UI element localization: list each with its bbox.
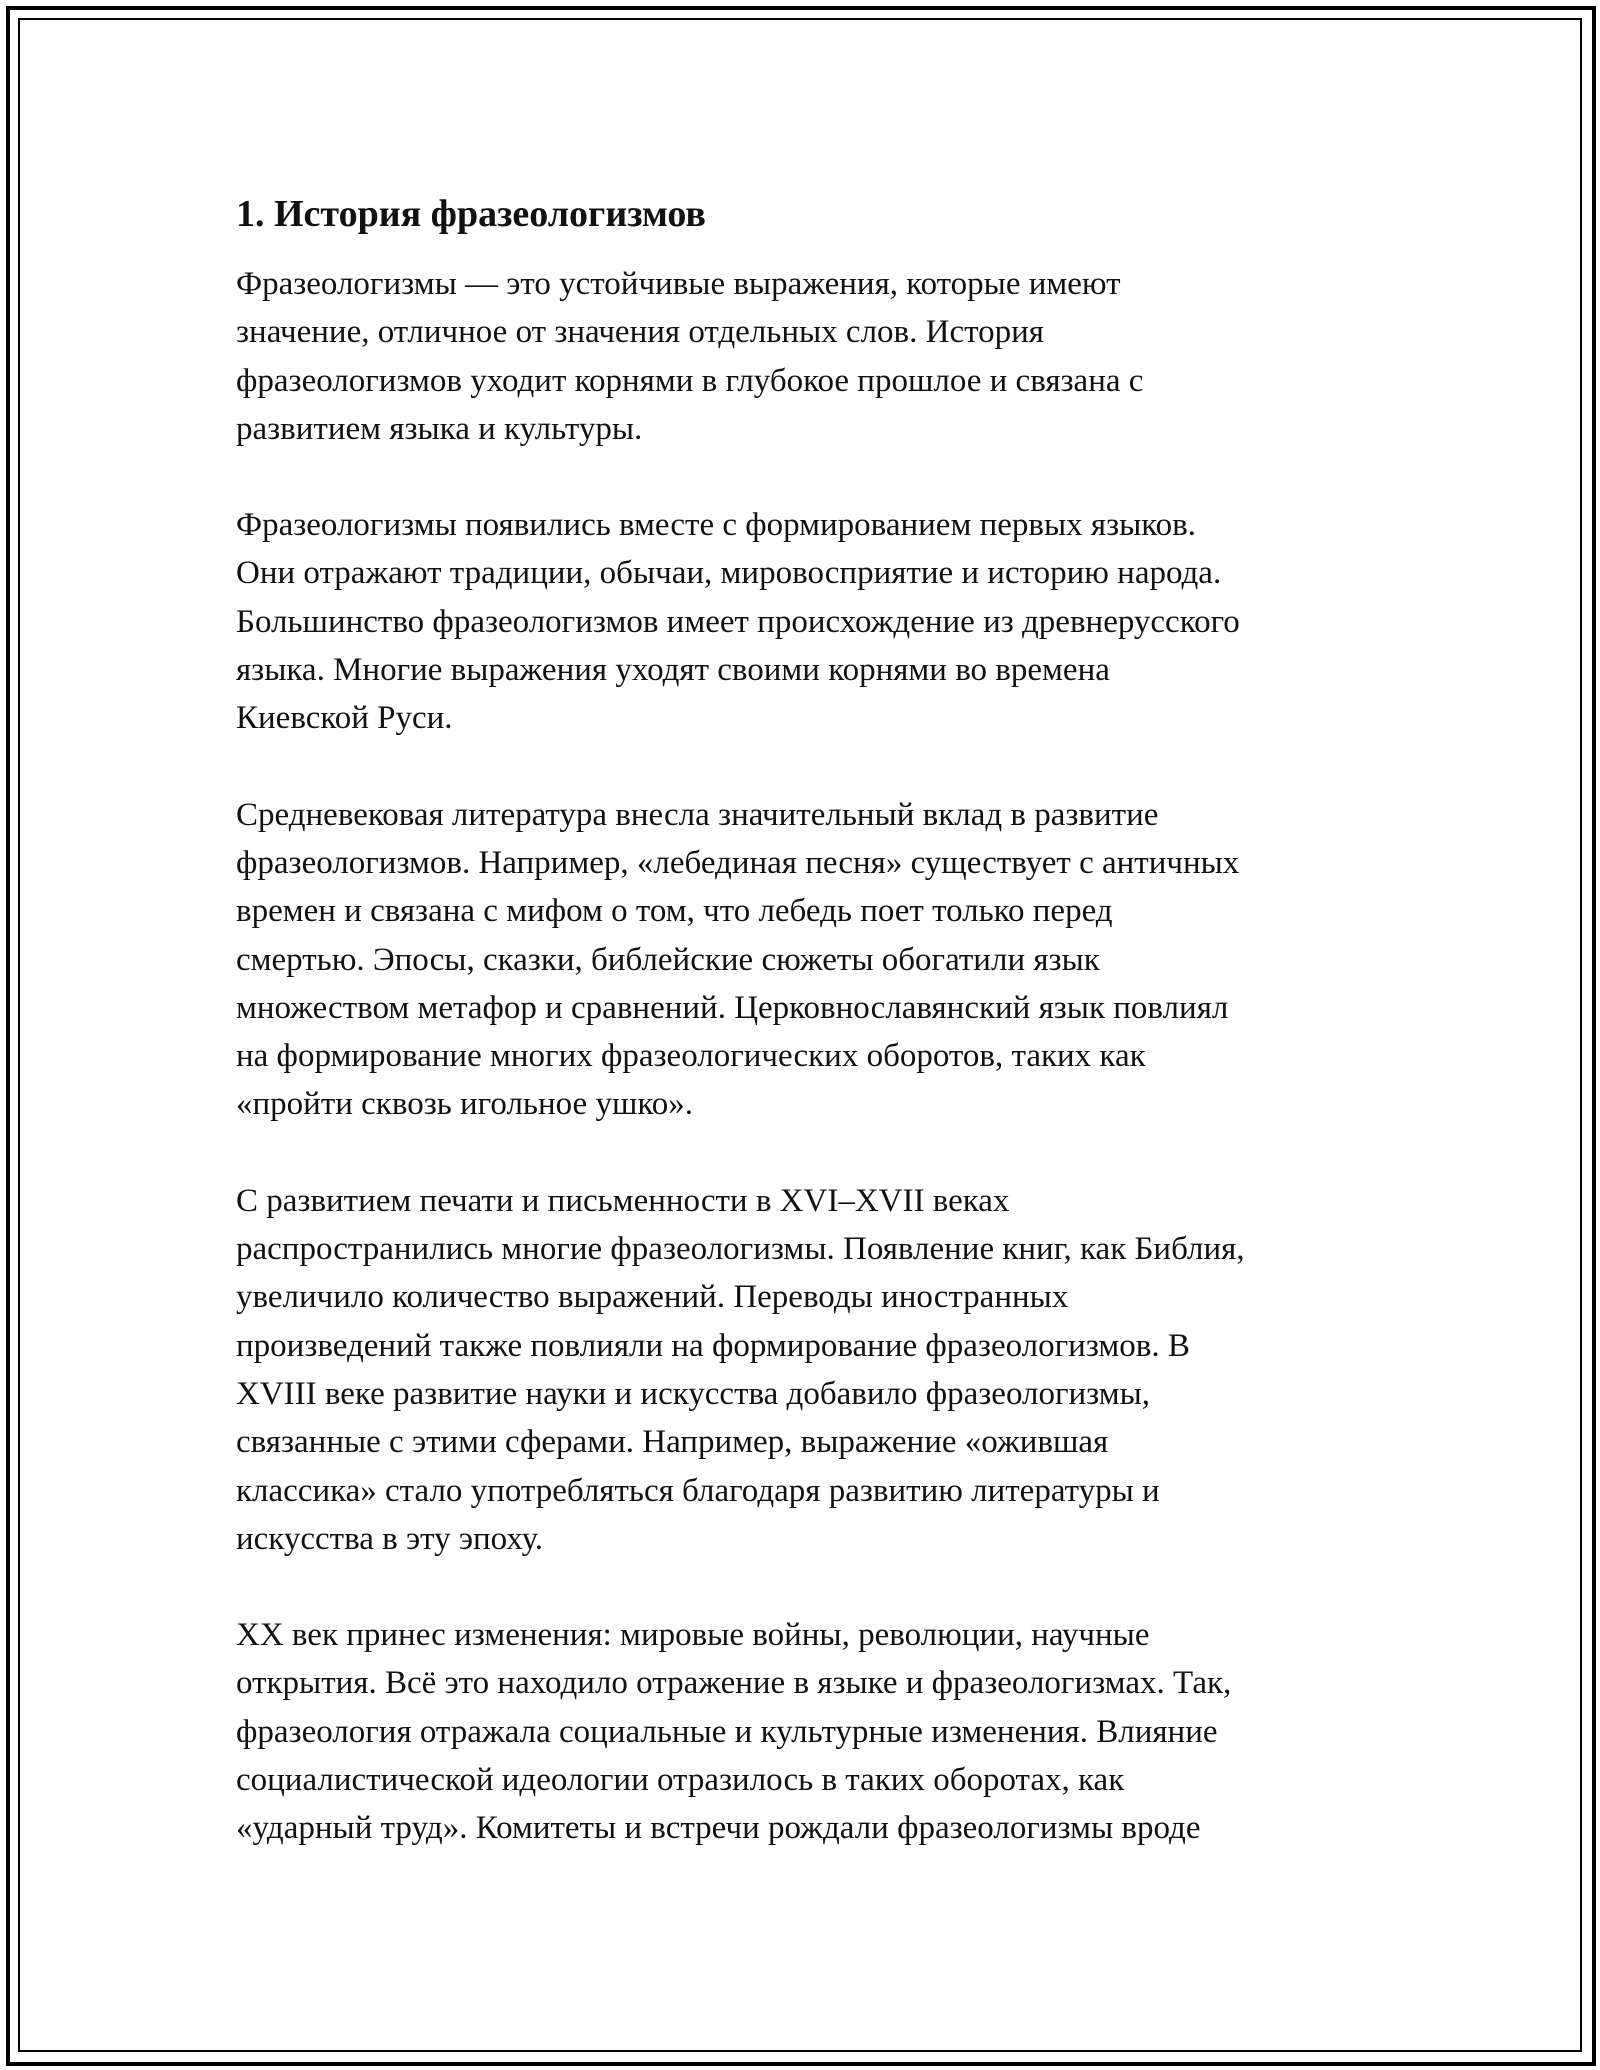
section-heading: 1. История фразеологизмов [236, 193, 706, 235]
document-body [236, 186, 1376, 1901]
paragraph-1: Фразеологизмы — это устойчивые выражения, которые имеют значение, отличное от значения отдельных слов. История фразеологизмов уходит корнями в глубокое прошлое и связана с развитием языка и культуры. [236, 266, 1144, 447]
paragraph-5: XX век принес изменения: мировые войны, революции, научные открытия. Всё это находило отражение в языке и фразеологизмах. Так, фразеология отражала социальные и культурные изменения. Влияние социалистической идеологии отразилось в таких оборотах, как «ударный труд». Комитеты и встречи рождали фразеологизмы вроде [236, 1617, 1232, 1847]
paragraph-2: Фразеологизмы появились вместе с формированием первых языков. Они отражают традиции, обычаи, мировосприятие и историю народа. Большинство фразеологизмов имеет происхождение из древнерусского языка. Многие выражения уходят своими корнями во времена Киевской Руси. [236, 507, 1240, 737]
paragraph-3: Средневековая литература внесла значительный вклад в развитие фразеологизмов. Например, «лебединая песня» существует с античных времен и связана с мифом о том, что лебедь поет только перед смертью. Эпосы, сказки, библейские сюжеты обогатили язык множеством метафор и сравнений. Церковнославянский язык повлиял на формирование многих фразеологических оборотов, таких как «пройти сквозь игольное ушко». [236, 796, 1240, 1123]
paragraph-4: С развитием печати и письменности в XVI–XVII веках распространились многие фразеологизмы. Появление книг, как Библия, увеличило количество выражений. Переводы иностранных произведений также повлияли на формирование фразеологизмов. В XVIII веке развитие науки и искусства добавило фразеологизмы, связанные с этими сферами. Например, выражение «ожившая классика» стало употребляться благодаря развитию литературы и искусства в эту эпоху. [236, 1182, 1245, 1557]
